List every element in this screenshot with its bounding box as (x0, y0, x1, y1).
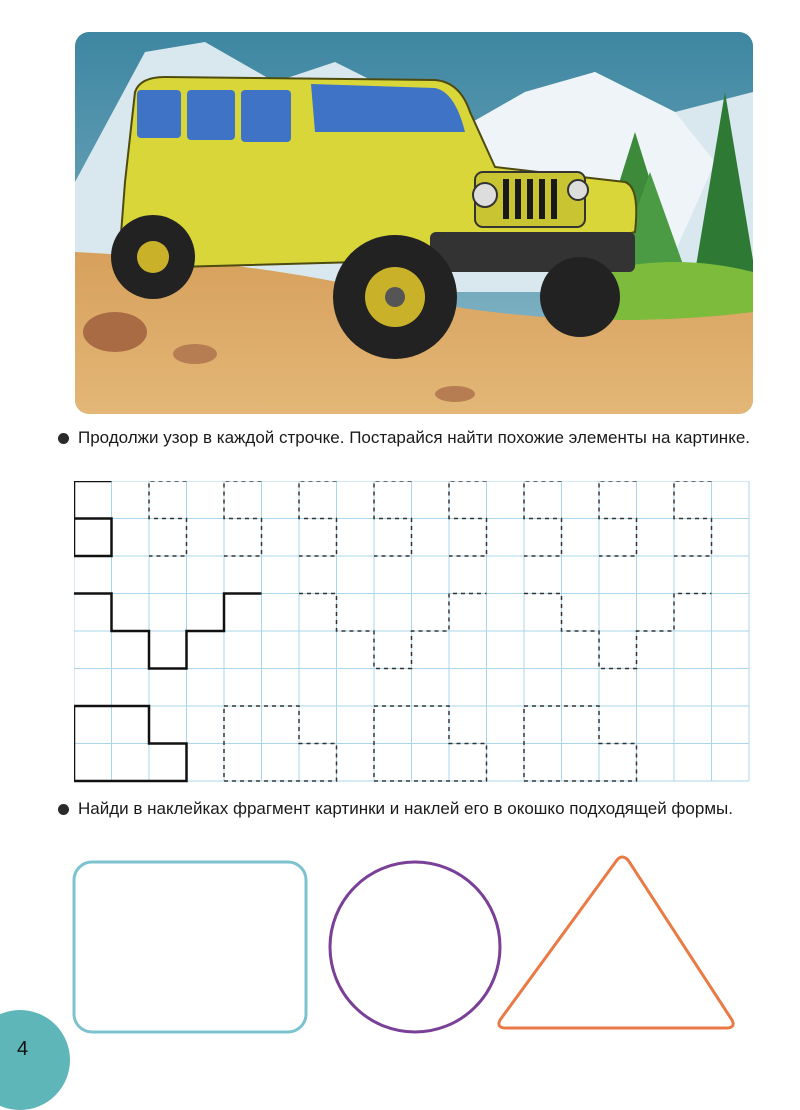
triangle-window (499, 857, 733, 1028)
page-number: 4 (17, 1038, 29, 1060)
task-text: Найди в наклейках фрагмент картинки и наклей его в окошко подходящей формы. (78, 799, 733, 818)
jeep-illustration (75, 32, 753, 414)
pattern-grid (74, 481, 754, 788)
bullet-icon (58, 804, 69, 815)
bullet-icon (58, 433, 69, 444)
task-text: Продолжи узор в каждой строчке. Постарайся найти похожие элементы на картинке. (78, 428, 751, 447)
task-instruction-pattern (58, 427, 758, 449)
sticker-windows (0, 850, 800, 1045)
task-instruction-stickers (58, 798, 758, 820)
circle-window (330, 862, 500, 1032)
rounded-square-window (74, 862, 306, 1032)
